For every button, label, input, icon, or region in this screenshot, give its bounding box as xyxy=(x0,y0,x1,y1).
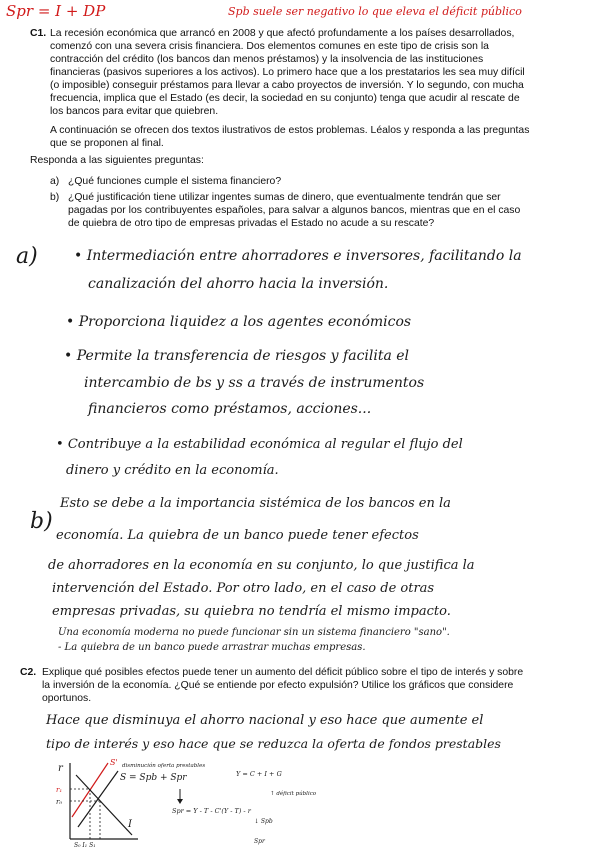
answer-b-line: economía. La quiebra de un banco puede tener efectos xyxy=(56,528,419,543)
axis-label-r: r xyxy=(58,763,63,774)
c1-line: los bancos para evitar que quiebren. xyxy=(50,106,219,117)
equation-spr: Spr = Y - T - C'(Y - T) - r xyxy=(172,807,251,815)
answer-a-label: a) xyxy=(16,244,38,269)
c1-line: (o imposible) conseguir préstamos para llevar a cabo proyectos de inversión. Y lo segundo, con mucha xyxy=(50,80,524,91)
handwritten-remark: Spb suele ser negativo lo que eleva el déficit público xyxy=(228,5,522,18)
question-a-text: ¿Qué funciones cumple el sistema financiero? xyxy=(68,176,282,187)
bullet-line: intercambio de bs y ss a través de instrumentos xyxy=(84,375,425,391)
c1-line: La recesión económica que arrancó en 2008 y que afectó profundamente a los países desarrollados, xyxy=(50,28,515,39)
bullet-line: dinero y crédito en la economía. xyxy=(66,463,279,478)
bullet-line: Contribuye a la estabilidad económica al regular el flujo del xyxy=(67,437,463,452)
question-c2-text xyxy=(42,666,582,705)
answer-b-line: intervención del Estado. Por otro lado, en el caso de otras xyxy=(52,581,435,596)
equation-y: Y = C + I + G xyxy=(236,770,282,778)
answer-b-small-line: Una economía moderna no puede funcionar sin un sistema financiero "sano". xyxy=(58,627,450,638)
c2-line: oportunos. xyxy=(42,693,92,704)
answer-b-label: b) xyxy=(30,509,53,534)
note-spb: ↓ Spb xyxy=(254,818,273,825)
label-s: S = Spb + Spr xyxy=(120,773,187,783)
c1-line: contracción del crédito (los bancos dan menos préstamos) y la insolvencia de las instituciones xyxy=(50,54,484,65)
bullet-dot: • xyxy=(66,314,75,330)
c1-para2-line: A continuación se ofrecen dos textos ilustrativos de estos problemas. Léalos y responda a las preguntas xyxy=(50,125,530,136)
bullet-line: financieros como préstamos, acciones... xyxy=(88,401,372,417)
bullet-dot: • xyxy=(74,248,83,264)
qb-line: pagadas por los contribuyentes españoles, para salvar a algunos bancos, mientras que en el caso xyxy=(68,205,521,216)
c2-line: Explique qué posibles efectos puede tener un aumento del déficit público sobre el tipo de interés y sobre xyxy=(42,667,524,678)
answer-b-line: empresas privadas, su quiebra no tendría el mismo impacto. xyxy=(52,604,451,619)
handwritten-formula: Spr = I + DP xyxy=(6,2,106,20)
qb-line: ¿Qué justificación tiene utilizar ingentes sumas de dinero, que eventualmente tendrán que ser xyxy=(68,192,501,203)
answer-b-line: de ahorradores en la economía en su conjunto, lo que justifica la xyxy=(48,558,475,573)
label-s-prime: S' xyxy=(110,758,118,767)
bullet-dot: • xyxy=(56,437,64,452)
question-b-label: b) xyxy=(50,192,60,203)
axis-label-i: I xyxy=(128,819,132,830)
note-shift: disminución oferta prestables xyxy=(122,763,206,769)
bullet-line: Proporciona liquidez a los agentes económicos xyxy=(78,314,412,330)
c1-line: frecuencia, implica que el Estado (es decir, la sociedad en su conjunto) tenga que acudir al rescate de xyxy=(50,93,520,104)
c2-line: la inversión de la economía. ¿Qué se entiende por efecto expulsión? Utilice los gráficos que considere xyxy=(42,680,514,691)
c1-line: financieras (pasivos superiores a los activos). Lo primero hace que a los prestatarios les sea muy difícil xyxy=(50,67,525,78)
question-a-label: a) xyxy=(50,176,60,187)
arrow-head xyxy=(177,799,183,804)
answer-c2-line: tipo de interés y eso hace que se reduzca la oferta de fondos prestables xyxy=(46,736,501,751)
question-b-text xyxy=(68,191,573,230)
qb-line: de quiebra de otro tipo de empresas privadas el Estado no acude a su rescate? xyxy=(68,218,435,229)
c1-line: comenzó con una severa crisis financiera. Dos elementos comunes en este tipo de crisis son la xyxy=(50,41,489,52)
label-r1: r₁ xyxy=(56,786,63,794)
answer-a-bullet-4 xyxy=(56,437,463,452)
answer-a-bullet-2 xyxy=(66,314,411,330)
loanable-funds-graph xyxy=(40,755,340,848)
bullet-line: Permite la transferencia de riesgos y facilita el xyxy=(76,348,410,364)
answer-c2-line: Hace que disminuya el ahorro nacional y eso hace que aumente el xyxy=(46,713,484,728)
question-number-c1: C1. xyxy=(30,28,47,39)
axis-foot-label: S₀ I₁ S₁ xyxy=(74,842,96,848)
answer-a-bullet-3 xyxy=(64,348,409,364)
question-number-c2: C2. xyxy=(20,667,37,678)
answer-b-line: Esto se debe a la importancia sistémica de los bancos en la xyxy=(60,496,451,511)
bullet-line: canalización del ahorro hacia la inversión. xyxy=(88,276,389,292)
respond-heading: Responda a las siguientes preguntas: xyxy=(30,155,204,166)
answer-a-bullet-1 xyxy=(74,248,522,264)
c1-para2-line: que se proponen al final. xyxy=(50,138,164,149)
question-c1-text xyxy=(50,27,570,150)
answer-b-small-line: - La quiebra de un banco puede arrastrar muchas empresas. xyxy=(58,642,366,653)
investment-curve xyxy=(76,775,132,835)
label-r0: r₀ xyxy=(56,798,63,806)
bullet-line: Intermediación entre ahorradores e inversores, facilitando la xyxy=(86,248,522,264)
note-deficit: ↑ déficit público xyxy=(270,791,317,797)
note-spr: Spr xyxy=(254,838,265,845)
bullet-dot: • xyxy=(64,348,73,364)
